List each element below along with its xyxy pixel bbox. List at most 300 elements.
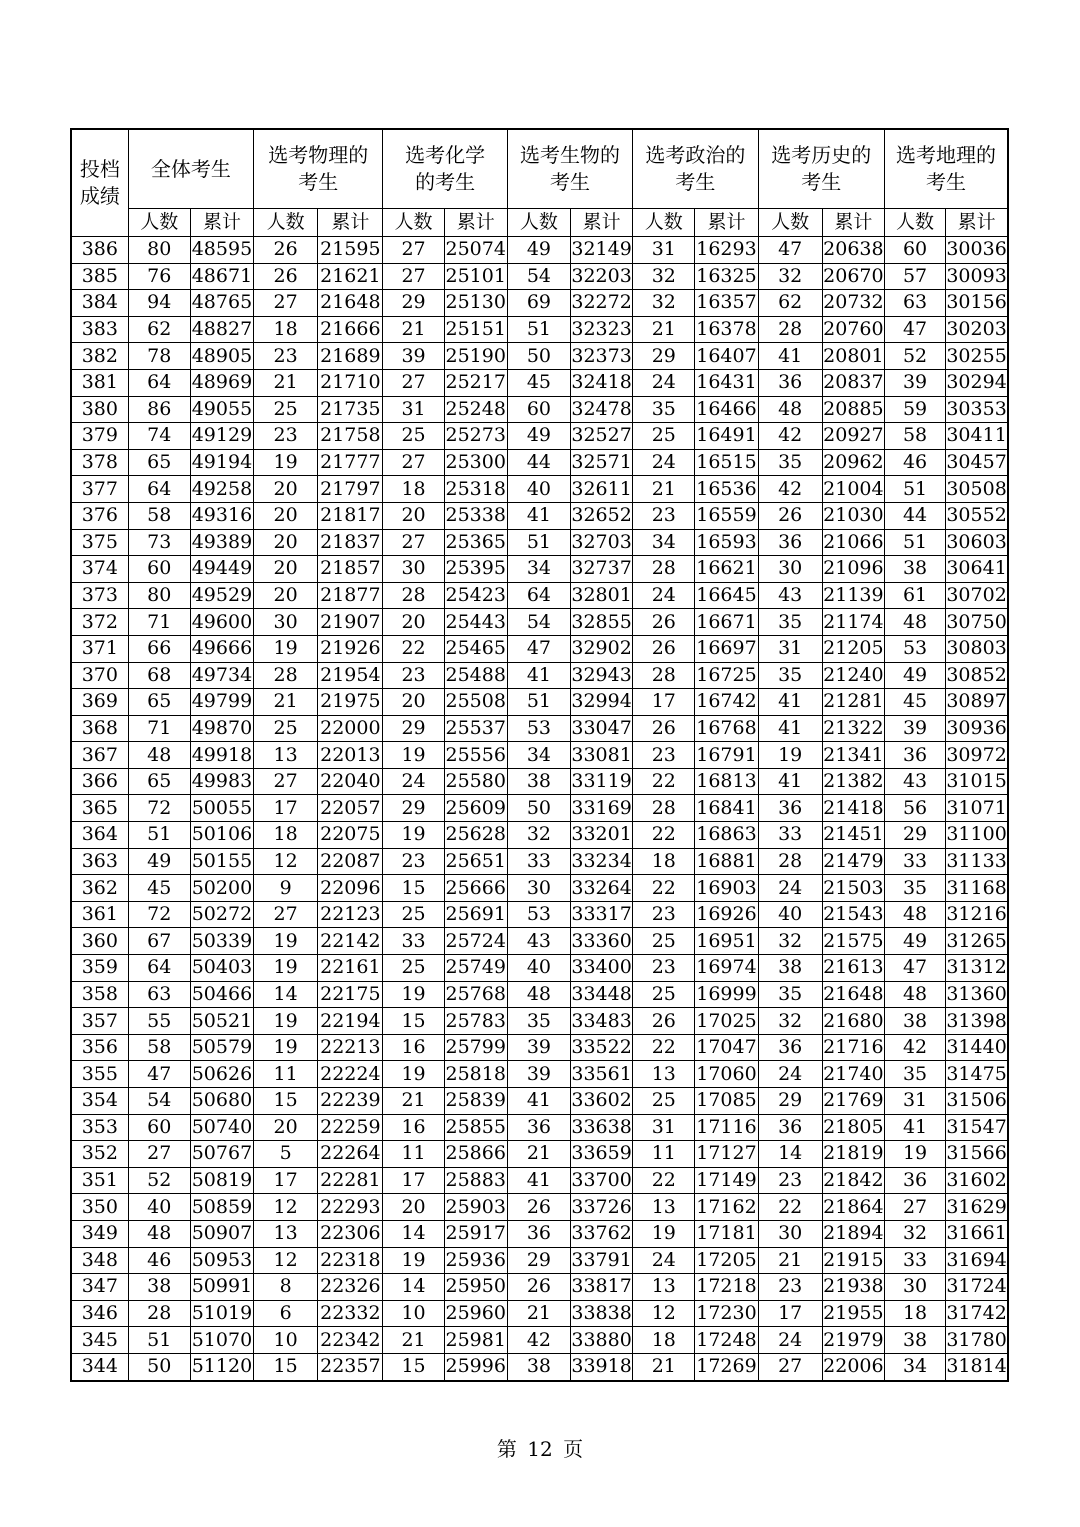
- count-cell: 51: [884, 476, 945, 503]
- count-cell: 40: [758, 901, 822, 928]
- cumulative-cell: 32571: [571, 449, 633, 476]
- count-cell: 23: [383, 662, 444, 689]
- table-row: [71, 768, 1008, 795]
- count-cell: 19: [383, 1247, 444, 1274]
- count-cell: 51: [128, 822, 190, 849]
- cumulative-cell: 25365: [444, 529, 507, 556]
- count-cell: 49: [884, 928, 945, 955]
- count-cell: 47: [758, 237, 822, 264]
- cumulative-cell: 21817: [318, 502, 383, 529]
- count-cell: 13: [254, 1220, 318, 1247]
- cumulative-cell: 17230: [695, 1300, 758, 1327]
- count-cell: 15: [254, 1353, 318, 1380]
- cumulative-cell: 25883: [444, 1167, 507, 1194]
- count-cell: 43: [758, 582, 822, 609]
- score-cell: 377: [71, 476, 128, 503]
- score-cell: 349: [71, 1220, 128, 1247]
- cumulative-cell: 16951: [695, 928, 758, 955]
- cumulative-cell: 21543: [822, 901, 884, 928]
- score-cell: 344: [71, 1353, 128, 1380]
- cumulative-cell: 25936: [444, 1247, 507, 1274]
- count-cell: 17: [633, 689, 695, 716]
- cumulative-header: 累计: [571, 209, 633, 237]
- count-cell: 51: [884, 529, 945, 556]
- cumulative-cell: 32527: [571, 423, 633, 450]
- cumulative-cell: 21613: [822, 955, 884, 982]
- cumulative-cell: 21322: [822, 715, 884, 742]
- count-cell: 32: [758, 1008, 822, 1035]
- cumulative-cell: 20760: [822, 316, 884, 343]
- count-cell: 51: [507, 529, 570, 556]
- cumulative-cell: 21341: [822, 742, 884, 769]
- table-row: [71, 1300, 1008, 1327]
- cumulative-cell: 31216: [946, 901, 1008, 928]
- count-cell: 22: [758, 1194, 822, 1221]
- cumulative-cell: 25917: [444, 1220, 507, 1247]
- count-cell: 30: [884, 1274, 945, 1301]
- count-cell: 27: [128, 1141, 190, 1168]
- count-cell: 17: [254, 795, 318, 822]
- score-column-header: 投档成绩: [71, 129, 128, 237]
- count-cell: 24: [383, 768, 444, 795]
- cumulative-cell: 50272: [190, 901, 253, 928]
- count-cell: 27: [758, 1353, 822, 1380]
- cumulative-cell: 30552: [946, 502, 1008, 529]
- cumulative-cell: 21938: [822, 1274, 884, 1301]
- cumulative-cell: 33918: [571, 1353, 633, 1380]
- count-cell: 19: [254, 928, 318, 955]
- table-row: [71, 290, 1008, 317]
- cumulative-cell: 33047: [571, 715, 633, 742]
- count-cell: 32: [758, 928, 822, 955]
- cumulative-cell: 22332: [318, 1300, 383, 1327]
- count-cell: 27: [383, 237, 444, 264]
- count-cell: 23: [633, 955, 695, 982]
- count-cell: 24: [633, 582, 695, 609]
- count-cell: 21: [254, 689, 318, 716]
- count-cell: 48: [128, 1220, 190, 1247]
- count-cell: 43: [884, 768, 945, 795]
- cumulative-cell: 49600: [190, 609, 253, 636]
- count-cell: 68: [128, 662, 190, 689]
- cumulative-cell: 31661: [946, 1220, 1008, 1247]
- cumulative-cell: 16671: [695, 609, 758, 636]
- count-cell: 50: [507, 343, 570, 370]
- table-row: [71, 1327, 1008, 1354]
- table-row: [71, 1061, 1008, 1088]
- count-cell: 20: [254, 582, 318, 609]
- count-cell: 26: [633, 635, 695, 662]
- count-cell: 12: [633, 1300, 695, 1327]
- count-cell: 19: [884, 1141, 945, 1168]
- count-cell: 20: [383, 1194, 444, 1221]
- count-cell: 19: [254, 1008, 318, 1035]
- count-cell: 22: [633, 1034, 695, 1061]
- cumulative-cell: 17060: [695, 1061, 758, 1088]
- cumulative-cell: 21907: [318, 609, 383, 636]
- count-cell: 19: [383, 822, 444, 849]
- cumulative-cell: 17127: [695, 1141, 758, 1168]
- group-header: 选考历史的考生: [758, 129, 884, 209]
- cumulative-cell: 25960: [444, 1300, 507, 1327]
- count-cell: 22: [633, 1167, 695, 1194]
- cumulative-cell: 31566: [946, 1141, 1008, 1168]
- table-row: [71, 742, 1008, 769]
- cumulative-cell: 49983: [190, 768, 253, 795]
- count-cell: 36: [758, 795, 822, 822]
- score-cell: 371: [71, 635, 128, 662]
- cumulative-cell: 32149: [571, 237, 633, 264]
- count-cell: 38: [884, 556, 945, 583]
- count-cell: 23: [254, 423, 318, 450]
- count-cell: 20: [254, 556, 318, 583]
- cumulative-cell: 49449: [190, 556, 253, 583]
- cumulative-cell: 21030: [822, 502, 884, 529]
- count-cell: 64: [128, 476, 190, 503]
- cumulative-cell: 49734: [190, 662, 253, 689]
- cumulative-cell: 22342: [318, 1327, 383, 1354]
- cumulative-cell: 25508: [444, 689, 507, 716]
- cumulative-cell: 31015: [946, 768, 1008, 795]
- count-cell: 22: [633, 768, 695, 795]
- cumulative-cell: 31398: [946, 1008, 1008, 1035]
- cumulative-cell: 21066: [822, 529, 884, 556]
- cumulative-cell: 49316: [190, 502, 253, 529]
- cumulative-cell: 30353: [946, 396, 1008, 423]
- table-row: [71, 609, 1008, 636]
- count-cell: 13: [254, 742, 318, 769]
- count-cell: 49: [507, 423, 570, 450]
- table-row: [71, 1220, 1008, 1247]
- count-cell: 23: [633, 502, 695, 529]
- table-row: [71, 928, 1008, 955]
- count-cell: 58: [128, 1034, 190, 1061]
- count-cell: 40: [507, 476, 570, 503]
- count-cell: 32: [507, 822, 570, 849]
- cumulative-cell: 21955: [822, 1300, 884, 1327]
- cumulative-cell: 33264: [571, 875, 633, 902]
- page-suffix: 页: [563, 1437, 584, 1461]
- cumulative-cell: 33791: [571, 1247, 633, 1274]
- cumulative-cell: 25799: [444, 1034, 507, 1061]
- cumulative-cell: 25628: [444, 822, 507, 849]
- cumulative-cell: 33448: [571, 981, 633, 1008]
- score-cell: 386: [71, 237, 128, 264]
- score-cell: 352: [71, 1141, 128, 1168]
- cumulative-cell: 25666: [444, 875, 507, 902]
- count-cell: 80: [128, 582, 190, 609]
- cumulative-cell: 22096: [318, 875, 383, 902]
- count-cell: 66: [128, 635, 190, 662]
- cumulative-cell: 25443: [444, 609, 507, 636]
- cumulative-cell: 31071: [946, 795, 1008, 822]
- count-cell: 20: [383, 502, 444, 529]
- cumulative-cell: 50106: [190, 822, 253, 849]
- count-cell: 27: [254, 768, 318, 795]
- count-cell: 25: [633, 1088, 695, 1115]
- count-cell: 28: [758, 848, 822, 875]
- cumulative-cell: 33201: [571, 822, 633, 849]
- cumulative-cell: 17149: [695, 1167, 758, 1194]
- count-cell: 49: [884, 662, 945, 689]
- cumulative-cell: 25300: [444, 449, 507, 476]
- count-cell: 41: [884, 1114, 945, 1141]
- cumulative-cell: 25395: [444, 556, 507, 583]
- cumulative-cell: 30156: [946, 290, 1008, 317]
- count-cell: 65: [128, 449, 190, 476]
- count-cell: 64: [128, 369, 190, 396]
- cumulative-cell: 30255: [946, 343, 1008, 370]
- cumulative-cell: 31724: [946, 1274, 1008, 1301]
- table-row: [71, 662, 1008, 689]
- table-row: [71, 582, 1008, 609]
- count-cell: 35: [758, 609, 822, 636]
- table-row: [71, 396, 1008, 423]
- cumulative-cell: 33400: [571, 955, 633, 982]
- count-cell: 53: [884, 635, 945, 662]
- cumulative-cell: 25818: [444, 1061, 507, 1088]
- table-row: [71, 1247, 1008, 1274]
- count-cell: 24: [633, 369, 695, 396]
- count-cell: 18: [254, 822, 318, 849]
- count-cell: 19: [254, 1034, 318, 1061]
- cumulative-cell: 21680: [822, 1008, 884, 1035]
- cumulative-cell: 25556: [444, 742, 507, 769]
- cumulative-cell: 25074: [444, 237, 507, 264]
- score-cell: 346: [71, 1300, 128, 1327]
- cumulative-cell: 16378: [695, 316, 758, 343]
- count-header: 人数: [383, 209, 444, 237]
- cumulative-cell: 25217: [444, 369, 507, 396]
- count-cell: 24: [633, 1247, 695, 1274]
- count-cell: 19: [383, 981, 444, 1008]
- table-row: [71, 635, 1008, 662]
- count-cell: 73: [128, 529, 190, 556]
- cumulative-cell: 16293: [695, 237, 758, 264]
- count-cell: 41: [758, 715, 822, 742]
- cumulative-cell: 16999: [695, 981, 758, 1008]
- score-cell: 361: [71, 901, 128, 928]
- count-cell: 21: [507, 1141, 570, 1168]
- count-cell: 30: [758, 1220, 822, 1247]
- cumulative-cell: 31780: [946, 1327, 1008, 1354]
- cumulative-cell: 50521: [190, 1008, 253, 1035]
- cumulative-cell: 31133: [946, 848, 1008, 875]
- count-cell: 22: [633, 822, 695, 849]
- table-row: [71, 556, 1008, 583]
- count-cell: 26: [507, 1274, 570, 1301]
- cumulative-cell: 32855: [571, 609, 633, 636]
- count-cell: 57: [884, 263, 945, 290]
- cumulative-cell: 22006: [822, 1353, 884, 1380]
- count-cell: 35: [758, 981, 822, 1008]
- cumulative-header: 累计: [695, 209, 758, 237]
- count-cell: 19: [383, 1061, 444, 1088]
- cumulative-cell: 31168: [946, 875, 1008, 902]
- cumulative-cell: 16863: [695, 822, 758, 849]
- cumulative-cell: 21915: [822, 1247, 884, 1274]
- count-cell: 15: [383, 875, 444, 902]
- cumulative-cell: 33169: [571, 795, 633, 822]
- cumulative-cell: 21174: [822, 609, 884, 636]
- cumulative-cell: 31547: [946, 1114, 1008, 1141]
- count-cell: 39: [507, 1061, 570, 1088]
- cumulative-cell: 22224: [318, 1061, 383, 1088]
- cumulative-cell: 16407: [695, 343, 758, 370]
- count-header: 人数: [254, 209, 318, 237]
- cumulative-cell: 21648: [318, 290, 383, 317]
- count-cell: 47: [884, 955, 945, 982]
- cumulative-cell: 50200: [190, 875, 253, 902]
- count-cell: 38: [884, 1327, 945, 1354]
- count-cell: 41: [507, 662, 570, 689]
- count-cell: 27: [383, 369, 444, 396]
- cumulative-cell: 20801: [822, 343, 884, 370]
- cumulative-cell: 25130: [444, 290, 507, 317]
- score-cell: 356: [71, 1034, 128, 1061]
- count-cell: 44: [884, 502, 945, 529]
- count-cell: 46: [884, 449, 945, 476]
- count-cell: 50: [507, 795, 570, 822]
- count-cell: 40: [507, 955, 570, 982]
- table-row: [71, 715, 1008, 742]
- table-row: [71, 237, 1008, 264]
- count-cell: 69: [507, 290, 570, 317]
- cumulative-cell: 21740: [822, 1061, 884, 1088]
- cumulative-cell: 33700: [571, 1167, 633, 1194]
- count-cell: 45: [884, 689, 945, 716]
- count-cell: 45: [128, 875, 190, 902]
- count-cell: 51: [507, 316, 570, 343]
- count-cell: 27: [383, 529, 444, 556]
- cumulative-cell: 21819: [822, 1141, 884, 1168]
- page-number-value: 12: [527, 1437, 553, 1461]
- cumulative-cell: 50991: [190, 1274, 253, 1301]
- cumulative-cell: 49870: [190, 715, 253, 742]
- count-cell: 30: [507, 875, 570, 902]
- table-row: [71, 981, 1008, 1008]
- count-cell: 50: [128, 1353, 190, 1380]
- cumulative-cell: 33522: [571, 1034, 633, 1061]
- cumulative-cell: 49799: [190, 689, 253, 716]
- cumulative-cell: 32737: [571, 556, 633, 583]
- cumulative-cell: 51019: [190, 1300, 253, 1327]
- cumulative-cell: 16593: [695, 529, 758, 556]
- count-cell: 20: [254, 529, 318, 556]
- count-header: 人数: [507, 209, 570, 237]
- count-cell: 24: [758, 1061, 822, 1088]
- cumulative-cell: 50819: [190, 1167, 253, 1194]
- count-cell: 30: [383, 556, 444, 583]
- score-cell: 362: [71, 875, 128, 902]
- cumulative-cell: 31100: [946, 822, 1008, 849]
- count-cell: 26: [633, 609, 695, 636]
- cumulative-cell: 50155: [190, 848, 253, 875]
- cumulative-cell: 25101: [444, 263, 507, 290]
- cumulative-cell: 21758: [318, 423, 383, 450]
- count-header: 人数: [884, 209, 945, 237]
- cumulative-cell: 49194: [190, 449, 253, 476]
- count-cell: 33: [758, 822, 822, 849]
- cumulative-cell: 25724: [444, 928, 507, 955]
- cumulative-cell: 32611: [571, 476, 633, 503]
- count-cell: 40: [128, 1194, 190, 1221]
- score-cell: 354: [71, 1088, 128, 1115]
- count-cell: 32: [884, 1220, 945, 1247]
- cumulative-cell: 21975: [318, 689, 383, 716]
- cumulative-cell: 20927: [822, 423, 884, 450]
- table-body: [71, 237, 1008, 1381]
- count-cell: 29: [507, 1247, 570, 1274]
- cumulative-cell: 21864: [822, 1194, 884, 1221]
- count-cell: 62: [758, 290, 822, 317]
- count-header: 人数: [758, 209, 822, 237]
- cumulative-cell: 16559: [695, 502, 758, 529]
- cumulative-cell: 21096: [822, 556, 884, 583]
- count-cell: 19: [254, 449, 318, 476]
- cumulative-cell: 22281: [318, 1167, 383, 1194]
- score-cell: 364: [71, 822, 128, 849]
- count-cell: 17: [254, 1167, 318, 1194]
- cumulative-cell: 25866: [444, 1141, 507, 1168]
- cumulative-cell: 30203: [946, 316, 1008, 343]
- cumulative-cell: 33817: [571, 1274, 633, 1301]
- cumulative-cell: 32418: [571, 369, 633, 396]
- count-cell: 25: [633, 981, 695, 1008]
- table-row: [71, 955, 1008, 982]
- count-cell: 20: [383, 689, 444, 716]
- count-cell: 27: [884, 1194, 945, 1221]
- count-cell: 39: [383, 343, 444, 370]
- cumulative-cell: 21837: [318, 529, 383, 556]
- table-row: [71, 1114, 1008, 1141]
- count-cell: 26: [633, 1008, 695, 1035]
- count-cell: 53: [507, 901, 570, 928]
- cumulative-cell: 49258: [190, 476, 253, 503]
- count-cell: 23: [758, 1274, 822, 1301]
- count-cell: 26: [254, 237, 318, 264]
- count-cell: 11: [633, 1141, 695, 1168]
- cumulative-cell: 16431: [695, 369, 758, 396]
- count-cell: 9: [254, 875, 318, 902]
- cumulative-cell: 30036: [946, 237, 1008, 264]
- count-cell: 38: [507, 768, 570, 795]
- count-cell: 64: [507, 582, 570, 609]
- cumulative-cell: 33659: [571, 1141, 633, 1168]
- cumulative-cell: 33838: [571, 1300, 633, 1327]
- count-cell: 78: [128, 343, 190, 370]
- count-cell: 12: [254, 848, 318, 875]
- table-row: [71, 423, 1008, 450]
- cumulative-cell: 32943: [571, 662, 633, 689]
- cumulative-cell: 16325: [695, 263, 758, 290]
- cumulative-cell: 22306: [318, 1220, 383, 1247]
- cumulative-header: 累计: [190, 209, 253, 237]
- cumulative-cell: 21503: [822, 875, 884, 902]
- cumulative-cell: 22293: [318, 1194, 383, 1221]
- cumulative-cell: 51070: [190, 1327, 253, 1354]
- score-cell: 366: [71, 768, 128, 795]
- count-cell: 19: [254, 635, 318, 662]
- table-row: [71, 1274, 1008, 1301]
- cumulative-cell: 16881: [695, 848, 758, 875]
- cumulative-cell: 16791: [695, 742, 758, 769]
- cumulative-cell: 31440: [946, 1034, 1008, 1061]
- cumulative-header: 累计: [946, 209, 1008, 237]
- count-cell: 33: [884, 1247, 945, 1274]
- count-cell: 27: [383, 449, 444, 476]
- count-cell: 36: [758, 529, 822, 556]
